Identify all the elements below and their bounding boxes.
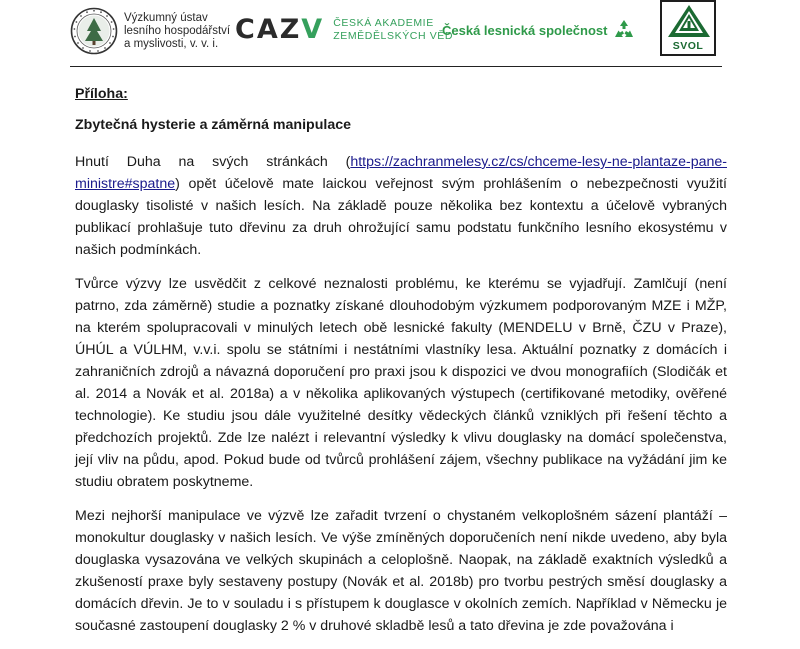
- vulhm-logo: [70, 6, 230, 56]
- cazv-name-line-1: ČESKÁ AKADEMIE: [333, 17, 434, 29]
- cls-logo: [442, 14, 637, 46]
- attachment-heading: Příloha:: [75, 86, 128, 102]
- paragraph-2: Tvůrce výzvy lze usvědčit z celkové neznalosti problému, ke kterému se vyjadřují. Zamlčují (není patrno, zda záměrně) studie a poznatky získané dlouhodobým výzkumem podporovaným MZE i MŽP, na kterém spolupracovali v minulých letech obě lesnické fakulty (MENDELU v Brně, ČZU v Praze), ÚHÚL a VÚLHM, v.v.i. spolu se státními i nestátními vlastníky lesa. Aktuální poznatky z domácích i zahraničních zdrojů a návazná doporučení pro praxi jsou k dispozici ve dvou monografiích (Slodičák et al. 2014 a Novák et al. 2018a) a v několika aplikovaných výstupech (certifikované metodiky, ověřené technologie). Ke studiu jsou dále využitelné desítky vědeckých článků vzniklých při řešení těchto a předchozích projektů. Zde lze nalézt i relevantní výsledky k vlivu douglasky na domácí společenstva, její vliv na půdu, apod. Pokud bude od tvůrců prohlášení zájem, všechny publikace na vyžádání jim ke studiu obratem poskytneme.: [75, 276, 727, 490]
- cazv-name: [333, 17, 453, 43]
- cazv-logo: [235, 12, 453, 48]
- paragraph-1-intro: Hnutí Duha na svých stránkách (: [75, 154, 351, 170]
- vulhm-seal-icon: [70, 7, 118, 55]
- paragraph-1-body: ) opět účelově mate laickou veřejnost svým prohlášením o nebezpečnosti využití douglasky tisolisté v našich lesích. Na základě pouze několika bez kontextu a účelově vybraných publikací prohlašuje tuto dřevinu za druh ohrožující samu podstatu funkčního lesního ekosystému v našich podmínkách.: [75, 176, 727, 258]
- vulhm-name: [124, 12, 230, 51]
- header-divider: [70, 66, 722, 67]
- hnuti-duha-link[interactable]: https://zachranmelesy.cz/cs/chceme-lesy-ne-plantaze-pane-ministre#spatne: [75, 154, 727, 192]
- vulhm-name-line-1: Výzkumný ústav: [124, 11, 208, 24]
- cazv-wordmark-accent: V: [301, 14, 325, 45]
- cazv-wordmark: [235, 15, 324, 45]
- paragraph-3: Mezi nejhorší manipulace ve výzvě lze zařadit tvrzení o chystaném velkoplošném sázení plantáží – monokultur douglasky v našich lesích. Ve výše zmíněných doporučeních není nikde uvedeno, aby byla douglaska vysazována ve velkých skupinách a celoplošně. Naopak, na základě exaktních výsledků a zkušeností praxe byly sestaveny postupy (Novák et al. 2018b) pro tvorbu pestrých směsí douglasky a domácích dřevin. Je to v souladu i s přístupem k douglasce v okolních zemích. Například v Německu je současné zastoupení douglasky 2 % v druhové skladbě lesů a tato dřevina je zde považována i: [75, 508, 727, 634]
- svol-logo: [660, 0, 716, 56]
- cazv-name-line-2: ZEMĚDĚLSKÝCH VĚD: [333, 30, 454, 42]
- document-subtitle: Zbytečná hysterie a záměrná manipulace: [75, 117, 351, 133]
- recycle-leaf-icon: [611, 17, 637, 43]
- vulhm-name-line-2: lesního hospodářství: [124, 24, 231, 37]
- tree-icon: [666, 4, 712, 38]
- cazv-wordmark-text: CAZV: [235, 14, 325, 45]
- logo-header: [0, 0, 800, 70]
- paragraph-1: [75, 151, 727, 261]
- svol-name: SVOL: [672, 40, 704, 52]
- cls-name: Česká lesnická společnost: [442, 22, 608, 38]
- vulhm-name-line-3: a myslivosti, v. v. i.: [124, 37, 219, 50]
- document-body: [75, 84, 727, 649]
